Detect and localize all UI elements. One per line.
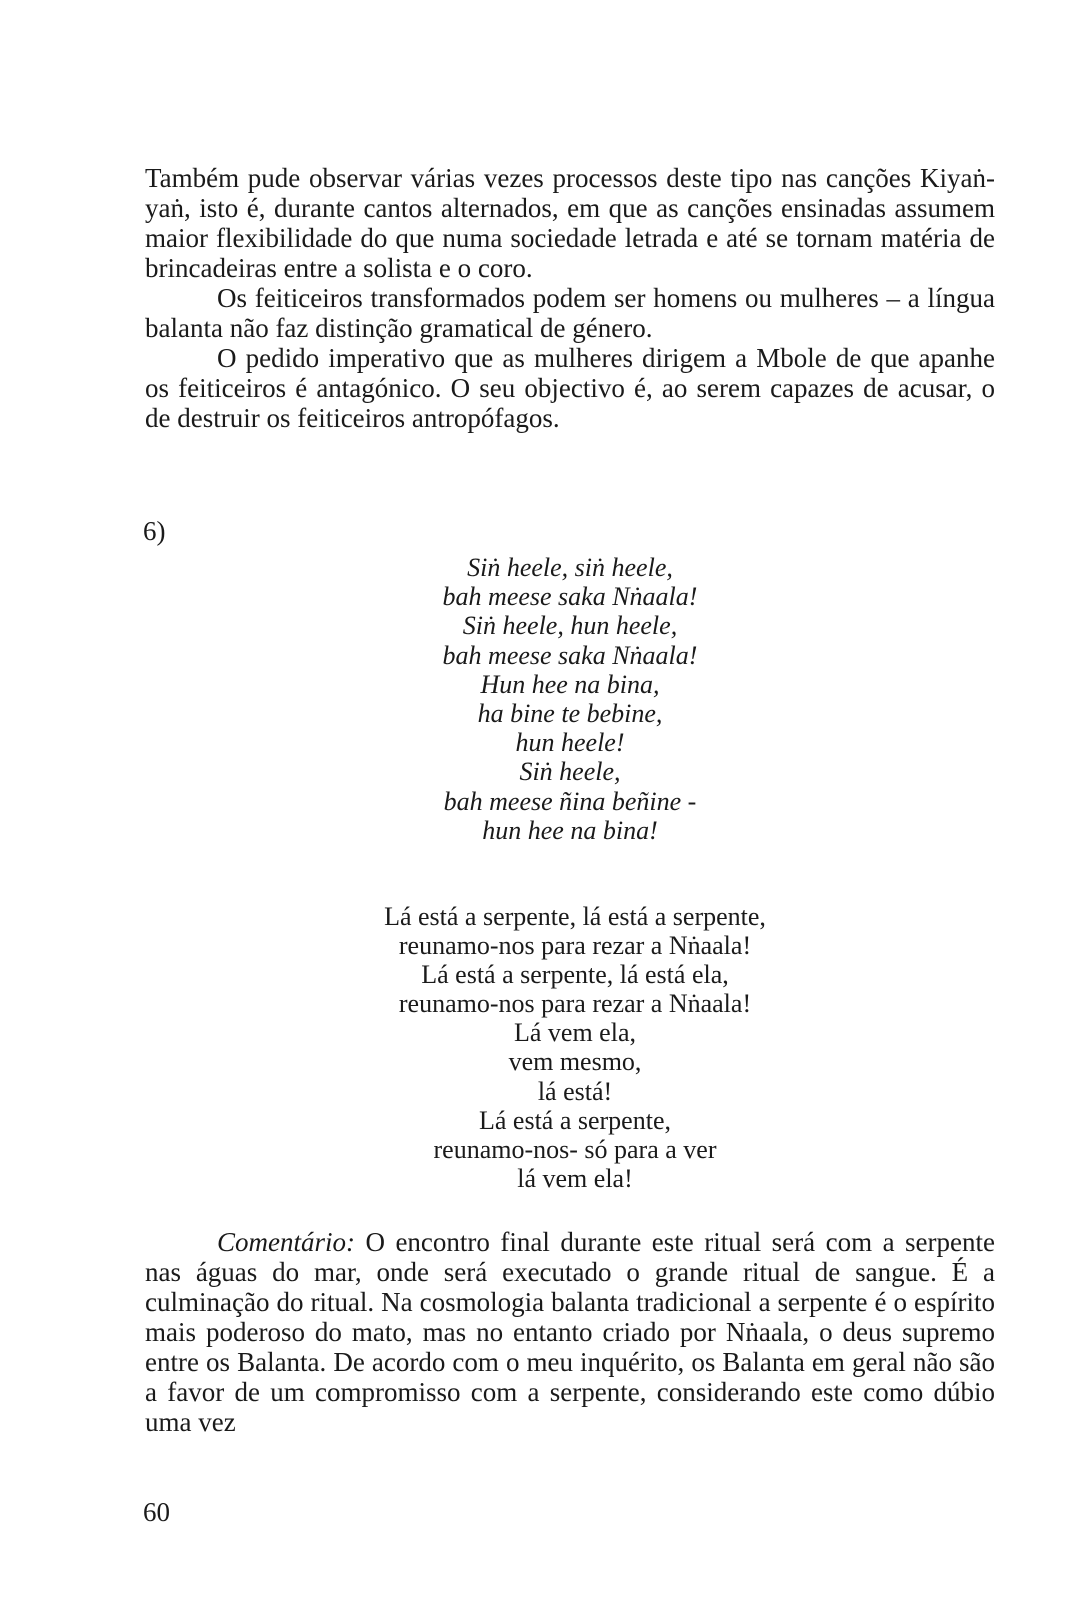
poem-original	[0, 553, 1088, 845]
poem-translation-line: lá vem ela!	[517, 1163, 633, 1193]
intro-paragraph-1: Também pude observar várias vezes processos deste tipo nas canções Kiyaṅ-yaṅ, isto é, durante cantos alternados, em que as canções ensinadas assumem maior flexibilidade do que numa sociedade letrada e até se tornam matéria de brincadeiras entre a solista e o coro.	[145, 163, 995, 283]
poem-original-line: Siṅ heele, siṅ heele,	[467, 553, 673, 582]
poem-translation-line: Lá vem ela,	[514, 1018, 636, 1048]
poem-translation-line: reunamo-nos para rezar a Nṅaala!	[398, 989, 752, 1019]
poem-translation	[0, 902, 1088, 1193]
poem-translation-line: Lá está a serpente, lá está a serpente,	[384, 902, 766, 931]
poem-original-line: Hun hee na bina,	[480, 669, 660, 699]
poem-translation-line: reunamo-nos para rezar a Nṅaala!	[398, 931, 752, 961]
commentary-body: O encontro final durante este ritual será com a serpente nas águas do mar, onde será executado o grande ritual de sangue. É a culminação do ritual. Na cosmologia balanta tradicional a serpente é o espírito mais poderoso do mato, mas no entanto criado por Nṅaala, o deus supremo entre os Balanta. De acordo com o meu inquérito, os Balanta em geral não são a favor de um compromisso com a serpente, considerando este como dúbio uma vez	[145, 1227, 995, 1437]
poem-original-line: Siṅ heele, hun heele,	[462, 611, 678, 641]
poem-original-line: bah meese saka Nṅaala!	[442, 640, 698, 670]
poem-translation-line: reunamo-nos- só para a ver	[433, 1134, 717, 1164]
page-number: 60	[143, 1497, 170, 1527]
poem-original-line: bah meese saka Nṅaala!	[442, 582, 698, 612]
commentary-paragraph	[145, 1227, 995, 1437]
poem-original-line: bah meese ñina beñine -	[443, 786, 697, 816]
poem-translation-line: Lá está a serpente, lá está ela,	[421, 960, 729, 990]
section-number: 6)	[143, 516, 166, 546]
poem-translation-line: Lá está a serpente,	[478, 1105, 671, 1135]
intro-text	[145, 163, 995, 433]
intro-paragraph-3: O pedido imperativo que as mulheres dirigem a Mbole de que apanhe os feiticeiros é antagónico. O seu objectivo é, ao serem capazes de acusar, o de destruir os feiticeiros antropófagos.	[145, 343, 995, 433]
poem-translation-line: lá está!	[537, 1076, 613, 1106]
poem-original-line: hun hee na bina!	[482, 815, 658, 845]
poem-original-line: ha bine te bebine,	[477, 699, 663, 729]
commentary-label: Comentário:	[217, 1227, 355, 1257]
intro-paragraph-2: Os feiticeiros transformados podem ser homens ou mulheres – a língua balanta não faz distinção gramatical de género.	[145, 283, 995, 343]
poem-original-line: Siṅ heele,	[519, 757, 621, 787]
commentary-text	[145, 1227, 995, 1437]
poem-translation-line: vem mesmo,	[508, 1047, 642, 1077]
poem-original-line: hun heele!	[515, 728, 625, 758]
